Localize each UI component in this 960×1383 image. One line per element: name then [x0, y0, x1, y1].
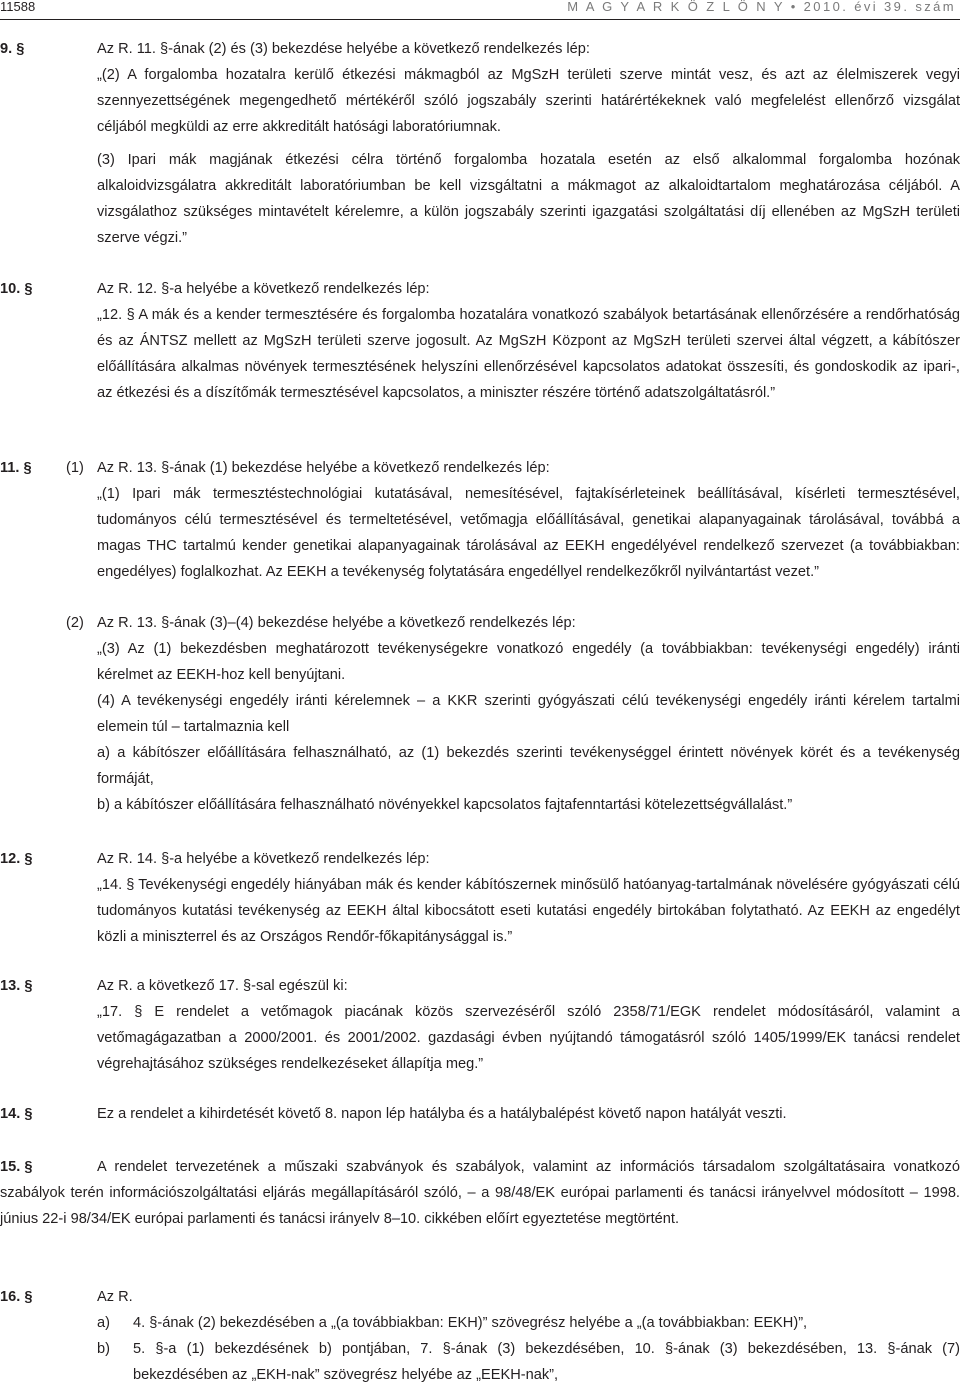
point-text: 5. §-a (1) bekezdésének b) pontjában, 7. §-ának (3) bekezdésében, 10. §-ának (3) bekezdésében, 13. §-ának (7) bekezdésében az „EKH-nak” szövegrész helyébe az „EEKH-nak”,: [133, 1341, 960, 1383]
amendment-text: „17. § E rendelet a vetőmagok piacának közös szervezéséről szóló 2358/71/EGK rendelet módosításáról, valamint a vetőmagágazatban a 2000/2001. és 2001/2002. gazdasági évben nyújtandó támogatásról szóló 1405/1999/EK tanácsi rendelet végrehajtásához szükséges rendelkezéseket állapítja meg.”: [97, 1004, 960, 1072]
amendment-point: b) a kábítószer előállítására felhasználható növényekkel kapcsolatos fajtafenntartási kötelezettségvállalást.”: [97, 797, 793, 813]
section-number: 16. §: [0, 1289, 33, 1305]
page-header: [0, 0, 960, 22]
amendment-reference: Az R. a következő 17. §-sal egészül ki:: [97, 978, 348, 994]
amendment-text: „12. § A mák és a kender termesztésére és forgalomba hozatalára vonatkozó szabályok betartásának ellenőrzésére a rendőrhatóság és az ÁNTSZ mellett az MgSzH területi szerve jogosult. Az MgSzH Központ az MgSzH területi szervei által végzett, a kábítószer előállítására alkalmas növények termesztésének helyszíni ellenőrzésével kapcsolatos adatokat összesíti, és gondoskodik az ipari-, az étkezési és a díszítőmák termesztésével kapcsolatos, a miniszter részére történő adatszolgáltatásról.”: [97, 307, 960, 401]
section-number: 9. §: [0, 41, 25, 57]
page-number: 11588: [0, 0, 36, 14]
point-label: b): [97, 1341, 110, 1357]
amendment-point: a) a kábítószer előállítására felhasználható, az (1) bekezdés szerinti tevékenységgel érintett növények körét és a tevékenység formáját,: [97, 745, 960, 787]
section-number: 11. §: [0, 460, 32, 476]
section-number: 10. §: [0, 281, 33, 297]
amendment-text: (4) A tevékenységi engedély iránti kérelemnek – a KKR szerinti gyógyászati célú tevékenységi engedély iránti kérelem tartalmi elemein túl – tartalmaznia kell: [97, 693, 960, 735]
amendment-reference: Az R. 11. §-ának (2) és (3) bekezdése helyébe a következő rendelkezés lép:: [97, 41, 590, 57]
amendment-reference: Az R. 13. §-ának (1) bekezdése helyébe a következő rendelkezés lép:: [97, 460, 550, 476]
header-rule: [0, 19, 960, 20]
subsection-number: (2): [66, 615, 84, 631]
amendment-text: „(3) Az (1) bekezdésben meghatározott tevékenységekre vonatkozó engedély (a továbbiakban: tevékenységi engedély) iránti kérelmet az EEKH-hoz kell benyújtani.: [97, 641, 960, 683]
paragraph-2: „(2) A forgalomba hozatalra kerülő étkezési mákmagból az MgSzH területi szerve mintát vesz, és azt az élelmiszerek vegyi szennyezettségének megengedhető mértékéről szóló jogszabály szerinti határértékeknek való megfelelést ellenőrző vizsgálat céljából megküldi az erre akkreditált hatósági laboratóriumnak.: [97, 67, 960, 135]
point-text: 4. §-ának (2) bekezdésében a „(a továbbiakban: EKH)” szövegrész helyébe a „(a továbbiakban: EEKH)”,: [133, 1315, 808, 1331]
amendment-reference: Az R. 14. §-a helyébe a következő rendelkezés lép:: [97, 851, 430, 867]
section-number: 15. §: [0, 1159, 33, 1175]
section-number: 14. §: [0, 1106, 33, 1122]
section-text: Ez a rendelet a kihirdetését követő 8. napon lép hatályba és a hatálybalépést követő napon hatályát veszti.: [97, 1106, 787, 1122]
amendment-text: „14. § Tevékenységi engedély hiányában mák és kender kábítószernek minősülő hatóanyag-tartalmának növelésére gyógyászati célú tudományos kutatási tevékenység az EEKH által kibocsátott eseti kutatási engedély birtokában folytatható. Az EEKH az engedélyt közli a miniszterrel és az Országos Rendőr-főkapitánysággal is.”: [97, 877, 960, 945]
amendment-text: „(1) Ipari mák termesztéstechnológiai kutatásával, nemesítésével, fajtakísérleteinek beállításával, kísérleti termesztésével, tudományos célú termesztésével és termeltetésével, vetőmagja előállításával, genetikai alapanyagainak tárolásával, továbbá a magas THC tartalmú kender genetikai alapanyagainak tárolásával az EEKH engedélyével rendelkező szervezet (a továbbiakban: engedélyes) foglalkozhat. Az EEKH a tevékenység folytatására engedéllyel rendelkezőkről nyilvántartást vezet.”: [97, 486, 960, 580]
amendment-reference: Az R.: [97, 1289, 133, 1305]
paragraph-3: (3) Ipari mák magjának étkezési célra történő forgalomba hozatala esetén az első alkalommal forgalomba hozónak alkaloidvizsgálatra akkreditált laboratóriumban be kell vizsgáltatni a mákmagot az alkaloidtartalom meghatározása céljából. A vizsgálathoz szükséges mintavételt kérelemre, a külön jogszabály szerinti igazgatási szolgáltatási díj ellenében az MgSzH területi szerve végzi.”: [97, 152, 960, 246]
section-number: 13. §: [0, 978, 33, 994]
publication-title: M A G Y A R K Ö Z L Ö N Y • 2010. évi 39. szám: [567, 0, 956, 14]
subsection-number: (1): [66, 460, 84, 476]
section-text: A rendelet tervezetének a műszaki szabványok és szabályok, valamint az információs társadalom szolgáltatásaira vonatkozó szabályok terén információszolgáltatási eljárás megállapításáról szóló, – a 98/48/EK európai parlamenti és tanácsi irányelvvel módosított – 1998. június 22-i 98/34/EK európai parlamenti és tanácsi irányelv 8–10. cikkében előírt egyeztetése megtörtént.: [0, 1159, 960, 1227]
point-label: a): [97, 1315, 110, 1331]
amendment-reference: Az R. 13. §-ának (3)–(4) bekezdése helyébe a következő rendelkezés lép:: [97, 615, 576, 631]
amendment-reference: Az R. 12. §-a helyébe a következő rendelkezés lép:: [97, 281, 430, 297]
section-number: 12. §: [0, 851, 33, 867]
